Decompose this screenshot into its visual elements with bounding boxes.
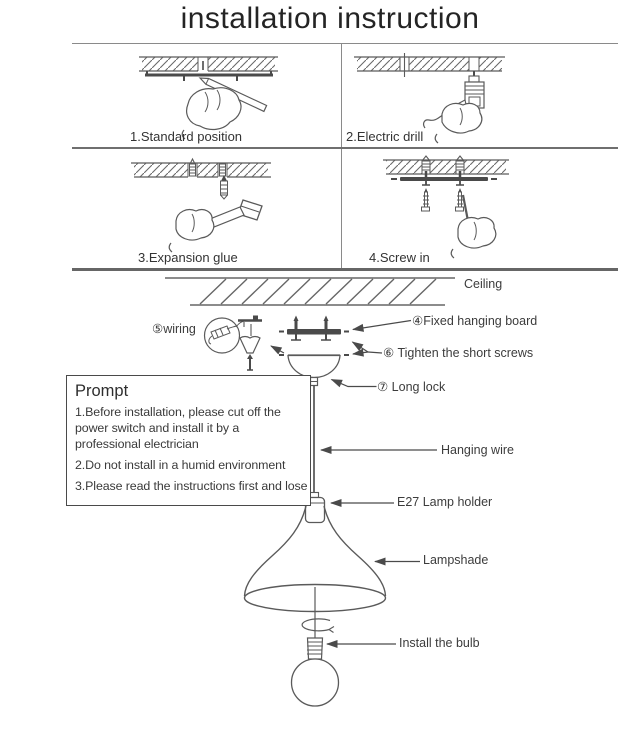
prompt-title: Prompt: [75, 382, 129, 400]
leader-arrows: [321, 321, 437, 645]
step-caption-1: 1.Standard position: [130, 129, 243, 144]
hanging-board-drawing: [279, 316, 349, 341]
install-bulb-label: Install the bulb: [399, 636, 480, 650]
lampshade-label: Lampshade: [423, 553, 489, 567]
hanging-wire-label: Hanging wire: [441, 443, 514, 457]
page-title: installation instruction: [180, 2, 480, 35]
wiring-detail-circle: [205, 318, 240, 353]
wiring-label: ⑤wiring: [152, 322, 196, 336]
prompt-box: [66, 375, 311, 506]
step-caption-4: 4.Screw in: [369, 250, 430, 265]
ceiling-hook-bracket: [236, 316, 284, 371]
ceiling-hatch: [165, 278, 455, 305]
lamp-holder-label: E27 Lamp holder: [397, 495, 493, 509]
prompt-item-3: 3.Please read the instructions first and lose: [75, 478, 308, 493]
prompt-item-2: 2.Do not install in a humid environment: [75, 457, 286, 472]
tighten-short-screws-label: ⑥ Tighten the short screws: [383, 346, 534, 360]
step-caption-2: 2.Electric drill: [346, 129, 424, 144]
fixed-hanging-board-label: ④Fixed hanging board: [412, 314, 538, 328]
bulb-drawing: [292, 587, 339, 706]
prompt-item-1: 1.Before installation, please cut off the power switch and install it by a professional electrician: [75, 405, 281, 451]
long-lock-label: ⑦ Long lock: [377, 380, 446, 394]
ceiling-label: Ceiling: [464, 277, 503, 291]
step-caption-3: 3.Expansion glue: [138, 250, 238, 265]
